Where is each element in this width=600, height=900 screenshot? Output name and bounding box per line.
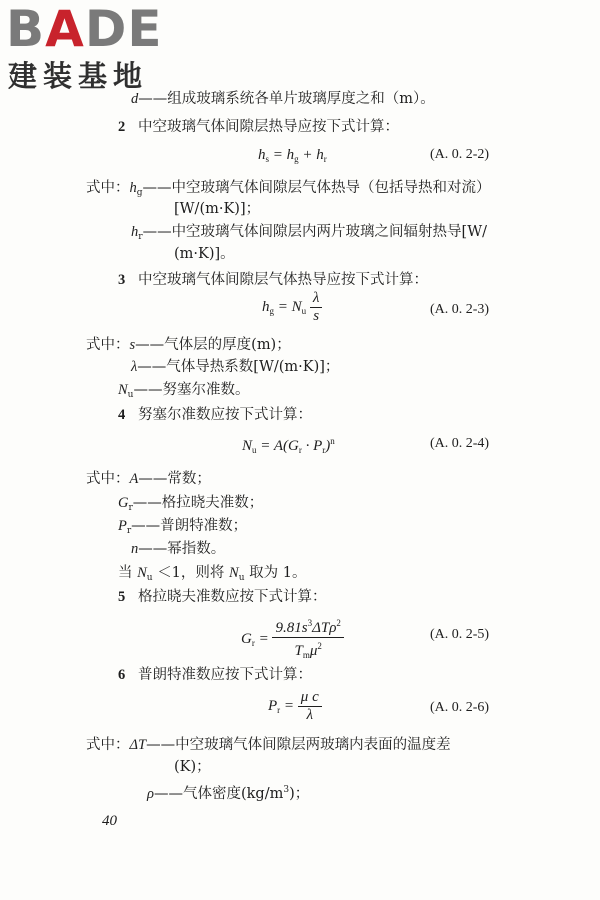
where-gr: $G_r——$格拉晓夫准数； [118,495,264,513]
where-s: 式中：s——气体层的厚度(m)； [86,337,291,353]
where-hr-continued: (m·K)]。 [174,246,235,262]
equation-number-a-0-2-2: (A. 0. 2-2) [430,147,490,162]
item-3-heading: 3 中空玻璃气体间隙层气体热导应按下式计算： [118,272,428,288]
where-nu: $N_u——$努塞尔准数。 [118,382,250,400]
where-n: n——幂指数。 [131,541,226,557]
equation-a-0-2-5: $G_r$ = $\frac{9.81s^3\Delta T\rho^2}{T_m\mu^2}$ [241,616,344,663]
equation-number-a-0-2-4: (A. 0. 2-4) [430,436,490,451]
where-delta-t: 式中：ΔT——中空玻璃气体间隙层两玻璃内表面的温度差 [86,737,451,753]
equation-number-a-0-2-6: (A. 0. 2-6) [430,700,490,715]
item-4-heading: 4 努塞尔准数应按下式计算： [118,407,312,423]
equation-a-0-2-6: $P_r$ = $\frac{\text{μ c}}{\lambda}$ [268,690,322,723]
item-2-heading: 2 中空玻璃气体间隙层热导应按下式计算： [118,119,399,135]
equation-a-0-2-2: $h_s = h_g + h_r$ [258,147,327,164]
symbol-d: d [131,91,139,107]
where-lambda: λ——气体导热系数[W/(m·K)]； [131,359,340,375]
where-a: 式中：A——常数； [86,471,211,487]
item-5-heading: 5 格拉晓夫准数应按下式计算： [118,589,327,605]
where-rho: ρ——气体密度$(kg/m^3)$； [147,785,310,802]
logo-accent-letter: A [45,0,85,58]
equation-number-a-0-2-3: (A. 0. 2-3) [430,302,490,317]
where-hg: 式中：$h_g——$中空玻璃气体间隙层气体热导（包括导热和对流） [86,180,491,198]
where-hr: $h_r——$中空玻璃气体间隙层内两片玻璃之间辐射热导[W/ [131,224,488,242]
equation-a-0-2-4: $N_u = A(G_r \cdot P_r)^n$ [242,436,335,455]
item-6-heading: 6 普朗特准数应按下式计算： [118,667,312,683]
logo [6,2,163,56]
equation-a-0-2-3: $h_g = N_u$ $\frac{\lambda}{s}$ [262,291,322,324]
line-d-definition [131,89,435,109]
where-hg-continued: [W/(m·K)]； [174,201,261,217]
where-pr: $P_r——$普朗特准数； [118,518,248,536]
condition-nu: 当 $N_u <1$，则将 $N_u$ 取为 1。 [118,565,307,583]
logo-subtitle: 建装基地 [8,59,149,93]
page-number: 40 [102,813,117,829]
where-delta-t-continued: (K)； [174,759,211,775]
equation-number-a-0-2-5: (A. 0. 2-5) [430,627,490,642]
logo-brand: BADE [6,0,163,58]
d-definition-text: ——组成玻璃系统各单片玻璃厚度之和（m）。 [138,91,435,107]
